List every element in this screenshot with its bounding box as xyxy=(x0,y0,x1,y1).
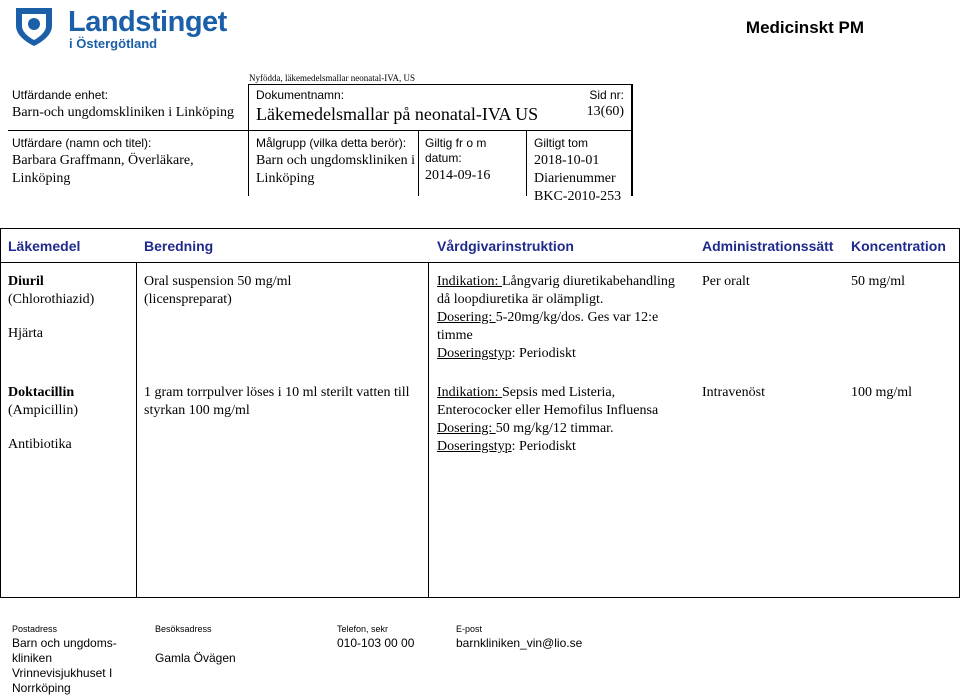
table-row xyxy=(8,273,132,343)
drug-administration: Per oralt xyxy=(702,274,750,289)
indication-text: Långvarig diuretikabehandling då loopdiuretika är olämpligt. xyxy=(437,274,675,307)
drug-instruction xyxy=(437,273,687,363)
table-left-border xyxy=(0,228,1,598)
header-instruction: Vårdgivarinstruktion xyxy=(437,238,574,254)
table-col-divider-2 xyxy=(428,262,429,598)
table-top-border xyxy=(0,228,960,229)
info-divider-1 xyxy=(248,84,249,196)
indication-text: Sepsis med Listeria, Enterococker eller Hemofilus Influensa xyxy=(437,385,659,418)
valid-to-label: Giltigt tom xyxy=(534,136,589,150)
dosage-type-text: : Periodiskt xyxy=(511,439,576,454)
diary-number-value: BKC-2010-253 xyxy=(534,189,622,204)
info-divider-2 xyxy=(418,130,419,196)
issuer xyxy=(12,136,248,188)
footer-postal-address xyxy=(12,624,142,696)
indication-label: Indikation: xyxy=(437,385,502,400)
logo-main-text: Landstinget xyxy=(68,6,227,38)
phone-value: 010-103 00 00 xyxy=(337,636,415,650)
dosage-type-label: Doseringstyp xyxy=(437,346,512,361)
indication-label: Indikation: xyxy=(437,274,502,289)
valid-from xyxy=(425,136,525,185)
drug-group: Antibiotika xyxy=(8,437,72,452)
header-preparation: Beredning xyxy=(144,238,214,254)
footer-phone xyxy=(337,624,447,651)
issuer-label: Utfärdare (namn och titel): xyxy=(12,136,152,150)
dosage-type-text: : Periodiskt xyxy=(511,346,576,361)
valid-from-label: Giltig fr o m datum: xyxy=(425,136,487,165)
drug-name: Doktacillin xyxy=(8,385,75,400)
drug-concentration: 100 mg/ml xyxy=(851,385,913,400)
header-administration: Administrationssätt xyxy=(702,238,834,254)
dosage-text: 50 mg/kg/12 timmar. xyxy=(495,421,614,436)
drug-concentration: 50 mg/ml xyxy=(851,274,906,289)
page-number-value: 13(60) xyxy=(586,104,624,119)
table-col-divider-1 xyxy=(136,262,137,598)
email-label: E-post xyxy=(456,624,483,634)
drug-preparation: Oral suspension 50 mg/ml (licenspreparat) xyxy=(144,274,292,307)
landstinget-logo xyxy=(12,4,232,51)
footer-email xyxy=(456,624,656,651)
header-concentration: Koncentration xyxy=(851,238,946,254)
drug-instruction xyxy=(437,384,687,456)
table-bottom-border xyxy=(0,597,960,598)
target-group-label: Målgrupp (vilka detta berör): xyxy=(256,136,407,150)
postal-address-label: Postadress xyxy=(12,624,58,634)
landstinget-crest-icon xyxy=(12,4,56,48)
dosage-label: Dosering: xyxy=(437,310,496,325)
document-info-box xyxy=(8,84,632,204)
valid-to xyxy=(534,136,630,206)
issuing-unit xyxy=(12,88,244,122)
info-top-border xyxy=(248,84,632,85)
diary-number-label: Diarienummer xyxy=(534,171,616,186)
dosage-label: Dosering: xyxy=(437,421,496,436)
issuing-unit-value: Barn-och ungdomskliniken i Linköping xyxy=(12,105,235,120)
target-group xyxy=(256,136,416,188)
valid-from-value: 2014-09-16 xyxy=(425,168,491,183)
valid-to-value: 2018-10-01 xyxy=(534,153,600,168)
drug-generic: (Chlorothiazid) xyxy=(8,292,95,307)
document-name-value: Läkemedelsmallar på neonatal-IVA US xyxy=(256,104,539,124)
logo-sub-text: i Östergötland xyxy=(69,36,158,51)
postal-address-value: Barn och ungdoms-kliniken Vrinnevisjukhuset I Norrköping xyxy=(12,636,117,695)
target-group-value: Barn och ungdomskliniken i Linköping xyxy=(256,153,416,186)
footer-visit-address xyxy=(155,624,315,666)
dosage-type-label: Doseringstyp xyxy=(437,439,512,454)
issuer-value: Barbara Graffmann, Överläkare, Linköping xyxy=(12,153,194,186)
drug-administration: Intravenöst xyxy=(702,385,765,400)
header-drug: Läkemedel xyxy=(8,238,81,254)
info-divider-3 xyxy=(526,130,527,196)
page-number xyxy=(568,88,624,121)
info-right-border xyxy=(631,84,633,196)
drug-preparation: 1 gram torrpulver löses i 10 ml sterilt vatten till styrkan 100 mg/ml xyxy=(144,385,410,418)
info-mid-border xyxy=(8,130,632,131)
drug-group: Hjärta xyxy=(8,326,43,341)
page-number-label: Sid nr: xyxy=(589,88,624,102)
medication-table xyxy=(0,228,960,598)
visit-address-label: Besöksadress xyxy=(155,624,212,634)
document-type: Medicinskt PM xyxy=(745,18,864,37)
table-header-border xyxy=(0,262,960,263)
dosage-text: 5-20mg/kg/dos. Ges var 12:e timme xyxy=(437,310,659,343)
document-name xyxy=(256,88,546,125)
drug-generic: (Ampicillin) xyxy=(8,403,78,418)
issuing-unit-label: Utfärdande enhet: xyxy=(12,88,109,102)
drug-name: Diuril xyxy=(8,274,44,289)
table-row xyxy=(8,384,132,454)
email-value[interactable]: barnkliniken_vin@lio.se xyxy=(456,636,583,650)
category-note: Nyfödda, läkemedelsmallar neonatal-IVA, US xyxy=(249,73,416,83)
phone-label: Telefon, sekr xyxy=(337,624,389,634)
visit-address-value: Gamla Övägen xyxy=(155,651,236,665)
document-name-label: Dokumentnamn: xyxy=(256,88,345,102)
